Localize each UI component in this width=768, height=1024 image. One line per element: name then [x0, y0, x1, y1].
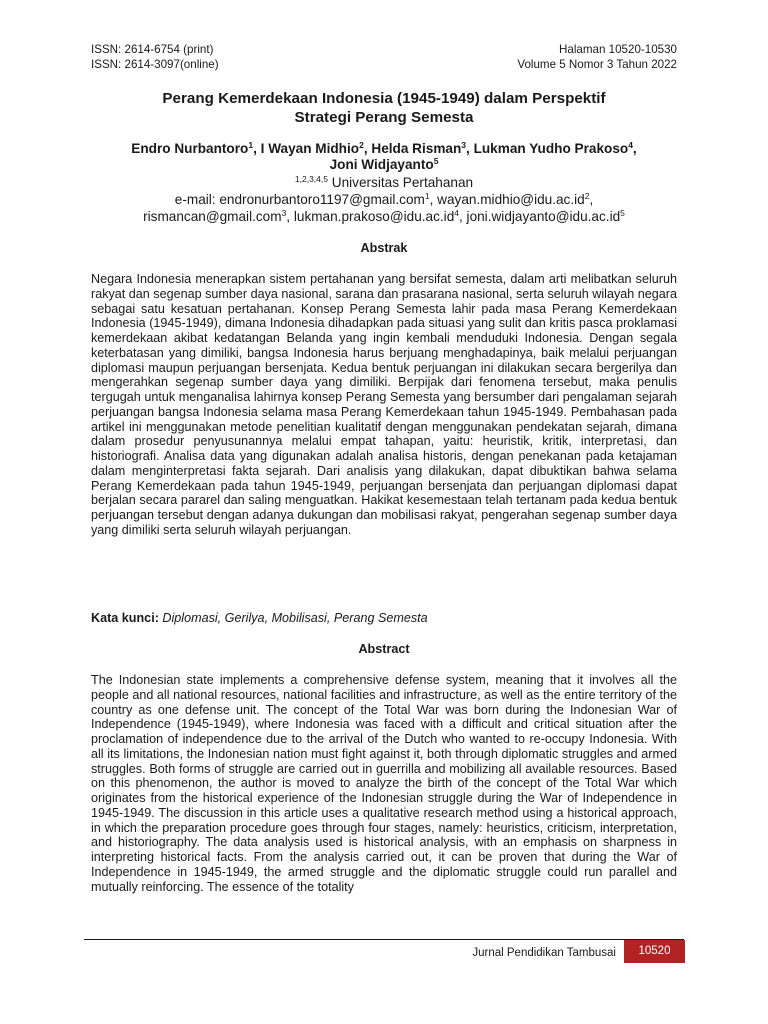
abstract-heading: Abstract: [358, 642, 410, 656]
email-sup: 4: [454, 208, 459, 218]
email-line-1: [60, 191, 708, 208]
email-link[interactable]: wayan.midhio@idu.ac.id: [437, 192, 585, 207]
issue-block: [517, 42, 677, 72]
issn-print: ISSN: 2614-6754 (print): [91, 43, 214, 56]
email-sep: ,: [589, 192, 594, 207]
keywords-value: Diplomasi, Gerilya, Mobilisasi, Perang Semesta: [158, 611, 428, 625]
issn-online: ISSN: 2614-3097(online): [91, 58, 219, 71]
footer-rule: [84, 939, 684, 940]
volume-info: Volume 5 Nomor 3 Tahun 2022: [517, 58, 677, 71]
abstrak-text: Negara Indonesia menerapkan sistem pertahanan yang bersifat semesta, dalam arti melibatkan seluruh rakyat dan segenap sumber daya nasional, sarana dan prasarana nasional, serta seluruh wilayah negara sebagai satu kesatuan pertahanan. Konsep Perang Semesta lahir pada masa Perang Kemerdekaan Indonesia (1945-1949), dimana Indonesia dihadapkan pada situasi yang sulit dan kritis pasca proklamasi kemerdekaan akibat kedatangan Belanda yang ingin kembali menduduki Indonesia. Dengan segala keterbatasan yang dimiliki, bangsa Indonesia harus berjuang menghadapinya, baik melalui perjuangan diplomasi maupun perjuangan bersenjata. Kedua bentuk perjuangan ini dilakukan secara bergerilya dan mengerahkan segenap sumber daya yang dimiliki. Berpijak dari fenomena tersebut, maka penulis tergugah untuk menganalisa lahirnya konsep Perang Semesta yang bersumber dari pengalaman sejarah perjuangan bangsa Indonesia selama masa Perang Kemerdekaan tahun 1945-1949. Pembahasan pada artikel ini menggunakan metode penelitian kualitatif dengan menggunakan pendekatan sejarah, dimana dalam prosedur penyusunannya melalui empat tahapan, yaitu: heuristik, kritik, interpretasi, dan historiografi. Analisa data yang digunakan adalah analisa historis, dengan penekanan pada ketajaman dalam menginterpretasi fakta sejarah. Dari analisis yang dilakukan, dapat dibuktikan bahwa selama Perang Kemerdekaan pada tahun 1945-1949, perjuangan bersenjata dan perjuangan diplomasi dapat berjalan secara pararel dan saling menguatkan. Hakikat kesemestaan telah tertanam pada kedua bentuk perjuangan tersebut dengan adanya dukungan dan mobilisasi rakyat, pengerahan segenap sumber daya yang dimiliki serta seluruh wilayah perjuangan.: [91, 272, 677, 537]
page-range: Halaman 10520-10530: [559, 43, 677, 56]
author-sup: 2: [359, 140, 364, 150]
email-sup: 5: [620, 208, 625, 218]
email-sup: 2: [584, 191, 590, 201]
author-name: Endro Nurbantoro: [131, 141, 249, 156]
author-sep: ,: [363, 141, 372, 156]
email-sup: 3: [281, 208, 287, 218]
abstrak-heading: Abstrak: [360, 241, 408, 255]
author-sep: ,: [632, 141, 637, 156]
title-line-2: Strategi Perang Semesta: [294, 108, 474, 126]
author-name: I Wayan Midhio: [260, 141, 360, 156]
affiliation-sup: 1,2,3,4,5: [294, 174, 328, 184]
author-name: Joni Widjayanto: [329, 157, 434, 172]
keywords: [91, 611, 677, 626]
email-link[interactable]: joni.widjayanto@idu.ac.id: [466, 209, 621, 224]
author-line-2: [60, 157, 708, 173]
affiliation: [60, 174, 708, 191]
email-link[interactable]: endronurbantoro1197@gmail.com: [219, 192, 425, 207]
issn-block: [91, 42, 219, 72]
email-sup: 1: [424, 191, 430, 201]
footer-journal-name: Jurnal Pendidikan Tambusai: [472, 947, 616, 959]
author-sup: 1: [248, 140, 254, 150]
affiliation-name: Universitas Pertahanan: [328, 175, 474, 190]
email-prefix: e-mail:: [174, 192, 220, 207]
footer-page-number: 10520: [624, 940, 685, 963]
author-sup: 3: [461, 140, 467, 150]
title-line-1: Perang Kemerdekaan Indonesia (1945-1949) dalam Perspektif: [162, 90, 606, 107]
author-sup: 4: [628, 140, 633, 150]
email-sep: ,: [458, 209, 467, 224]
keywords-label: Kata kunci:: [91, 611, 159, 625]
email-link[interactable]: lukman.prakoso@idu.ac.id: [293, 209, 455, 224]
email-sep: ,: [429, 192, 438, 207]
author-list: [60, 141, 708, 173]
author-sup: 5: [433, 156, 439, 166]
author-line-1: [60, 141, 708, 157]
affiliation-block: [60, 174, 708, 225]
author-sep: ,: [466, 141, 474, 156]
author-name: Helda Risman: [371, 141, 462, 156]
article-title: [60, 90, 708, 127]
email-sep: ,: [286, 209, 294, 224]
author-sep: ,: [253, 141, 261, 156]
author-name: Lukman Yudho Prakoso: [473, 141, 629, 156]
email-line-2: [60, 208, 708, 225]
email-link[interactable]: rismancan@gmail.com: [143, 209, 282, 224]
abstract-text: The Indonesian state implements a comprehensive defense system, meaning that it involves all the people and all national resources, national facilities and infrastructure, as well as the entire territory of the country as one defense unit. The concept of the Total War was born during the Indonesian War of Independence (1945-1949), where Indonesia was faced with a difficult and critical situation after the proclamation of independence due to the arrival of the Dutch who wanted to re-occupy Indonesia. With all its limitations, the Indonesian nation must fight against it, both through diplomatic struggles and armed struggles. Both forms of struggle are carried out in guerrilla and mobilizing all available resources. Based on this phenomenon, the author is moved to analyze the birth of the concept of the Total War which originates from the historical experience of the Indonesian struggle during the War of Independence in 1945-1949. The discussion in this article uses a qualitative research method using a historical approach, in which the preparation procedure goes through four stages, namely: heuristics, criticism, interpretation, and historiography. The data analysis used is historical analysis, with an emphasis on sharpness in interpreting historical facts. From the analysis carried out, it can be proven that during the War of Independence in 1945-1949, the armed struggle and the diplomatic struggle could run parallel and mutually reinforcing. The essence of the totality: [91, 673, 677, 894]
